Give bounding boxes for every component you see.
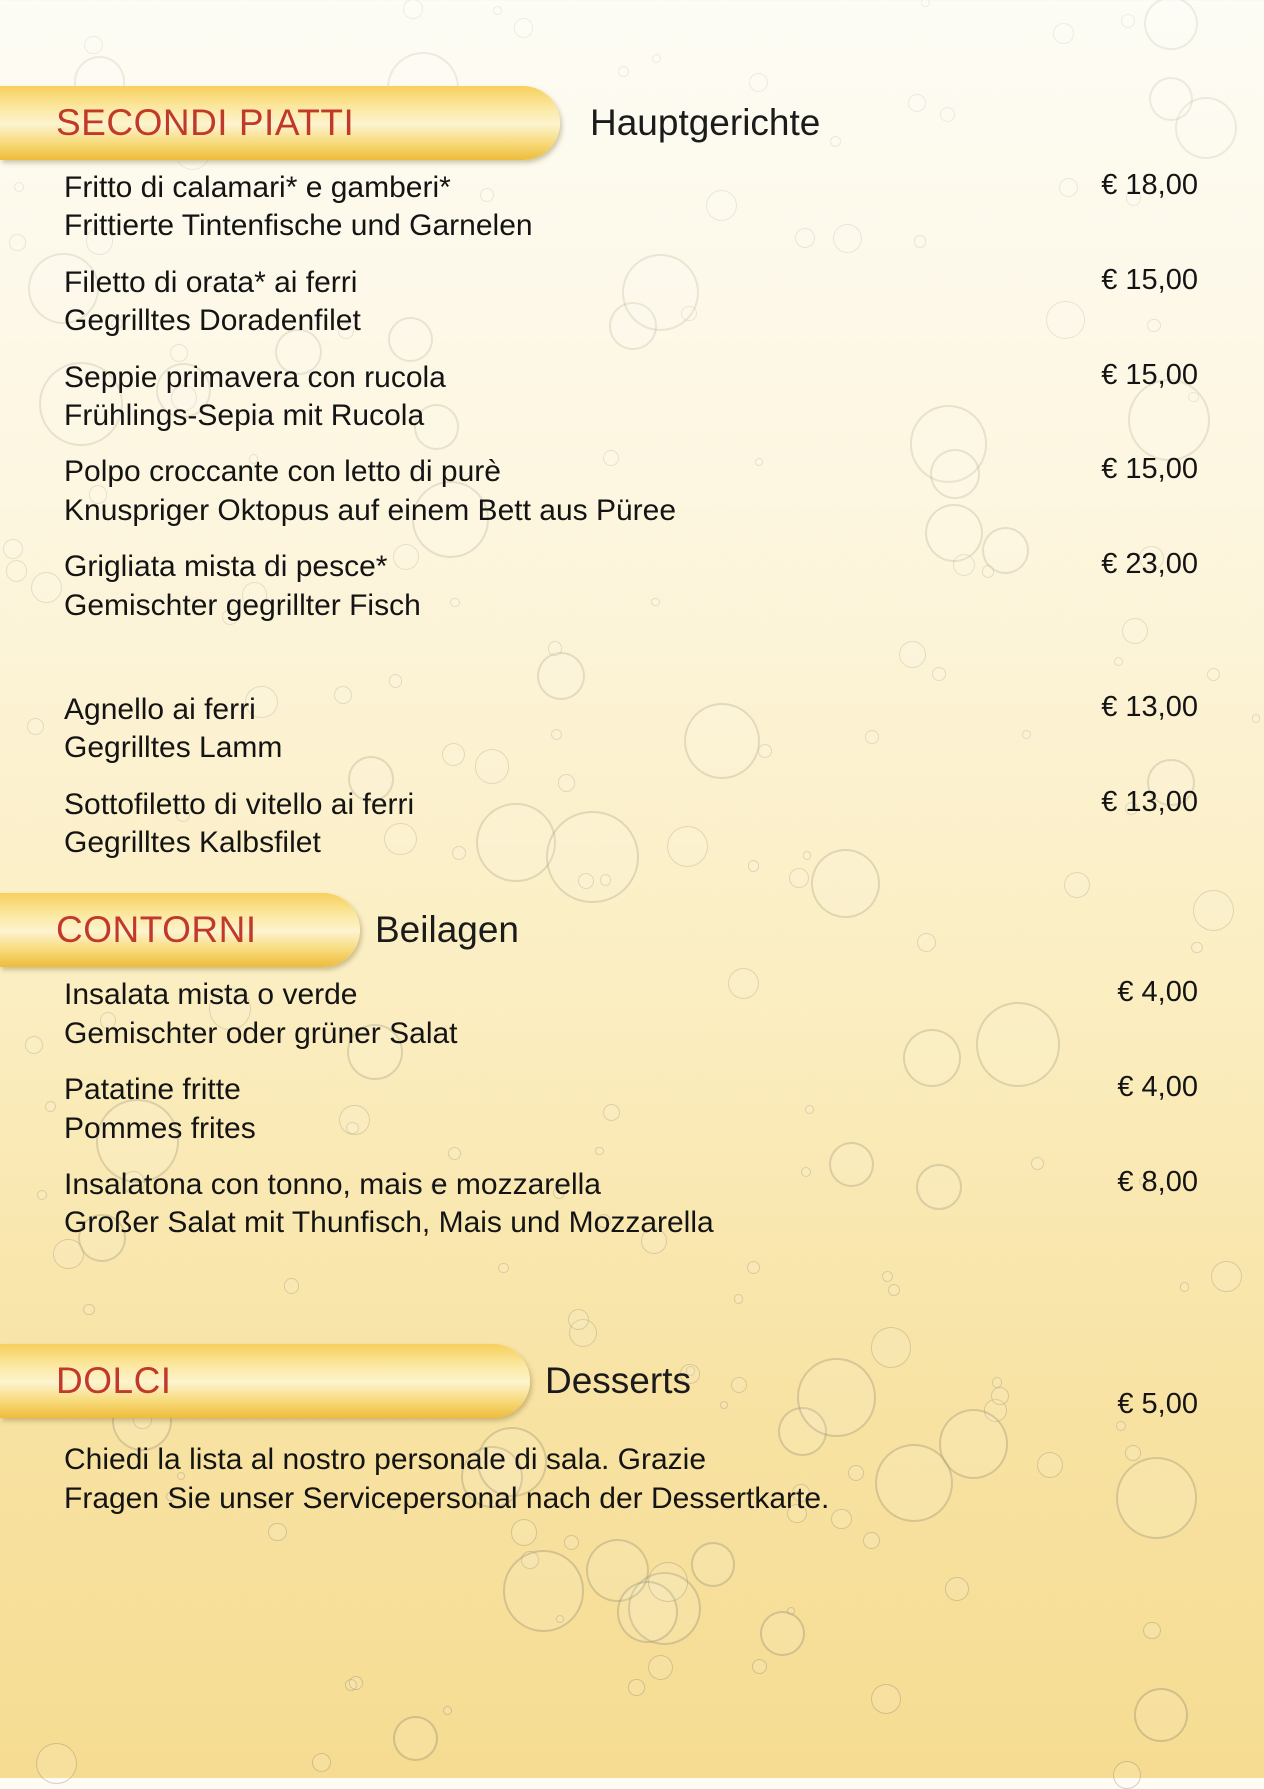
dish-names — [64, 548, 1224, 625]
dish-row — [64, 1062, 1224, 1157]
dish-row — [64, 255, 1224, 350]
section-header-secondi — [0, 86, 1264, 160]
dish-row — [64, 350, 1224, 445]
dolci-note — [64, 1440, 1224, 1518]
section-banner-secondi — [0, 86, 560, 160]
dish-names — [64, 264, 1224, 341]
dish-row — [64, 1157, 1224, 1252]
dish-price: € 4,00 — [1117, 1071, 1198, 1104]
dish-row — [64, 682, 1224, 777]
section-title-de-dolci: Desserts — [545, 1359, 691, 1401]
dish-price: € 15,00 — [1101, 453, 1198, 486]
dish-name-de: Gegrilltes Kalbsfilet — [64, 826, 321, 860]
section-title-de-contorni: Beilagen — [375, 909, 520, 951]
section-title-it-contorni: CONTORNI — [56, 909, 257, 951]
dish-names — [64, 359, 1224, 436]
dish-row — [64, 539, 1224, 634]
dish-name-de: Pommes frites — [64, 1111, 256, 1145]
dish-price: € 13,00 — [1101, 690, 1198, 723]
dish-name-it: Insalatona con tonno, mais e mozzarella — [64, 1168, 601, 1202]
dish-price: € 18,00 — [1101, 169, 1198, 201]
dish-name-de: Gegrilltes Lamm — [64, 731, 283, 765]
dish-price: € 15,00 — [1101, 358, 1198, 391]
dish-names — [64, 976, 1224, 1053]
dish-names — [64, 169, 1224, 246]
dish-price: € 8,00 — [1117, 1166, 1198, 1199]
section-title-it-secondi: SECONDI PIATTI — [56, 102, 355, 143]
dish-name-it: Grigliata mista di pesce* — [64, 550, 388, 584]
dish-name-it: Patatine fritte — [64, 1073, 241, 1107]
section-banner-dolci — [0, 1344, 530, 1418]
section-header-contorni — [0, 893, 1264, 967]
dish-list-contorni — [0, 967, 1264, 1251]
dish-row — [64, 160, 1224, 255]
dish-name-it: Insalata mista o verde — [64, 978, 358, 1012]
section-header-dolci — [0, 1344, 1264, 1418]
section-title-it-dolci: DOLCI — [56, 1359, 172, 1401]
dolci-note-it: Chiedi la lista al nostro personale di sala. Grazie — [64, 1442, 706, 1476]
dish-name-it: Polpo croccante con letto di purè — [64, 455, 501, 489]
dish-list-secondi — [0, 160, 1264, 871]
dish-price: € 4,00 — [1117, 976, 1198, 1009]
dish-names — [64, 1166, 1224, 1243]
dish-name-it: Filetto di orata* ai ferri — [64, 265, 358, 299]
dish-names — [64, 1071, 1224, 1148]
dish-name-it: Sottofiletto di vitello ai ferri — [64, 787, 415, 821]
section-banner-contorni — [0, 893, 360, 967]
dish-name-de: Gemischter oder grüner Salat — [64, 1016, 458, 1050]
section-title-de-secondi: Hauptgerichte — [590, 102, 821, 143]
dish-name-de: Knuspriger Oktopus auf einem Bett aus Püree — [64, 493, 677, 527]
dish-price: € 15,00 — [1101, 263, 1198, 296]
dish-name-de: Frühlings-Sepia mit Rucola — [64, 398, 425, 432]
dolci-price: € 5,00 — [1117, 1387, 1198, 1420]
dish-name-de: Gemischter gegrillter Fisch — [64, 588, 421, 622]
dish-name-de: Gegrilltes Doradenfilet — [64, 304, 361, 338]
dish-names — [64, 691, 1224, 768]
dish-row — [64, 967, 1224, 1062]
dish-name-it: Fritto di calamari* e gamberi* — [64, 171, 451, 204]
dish-row — [64, 777, 1224, 872]
dish-name-de: Großer Salat mit Thunfisch, Mais und Mozzarella — [64, 1206, 714, 1240]
dish-name-it: Agnello ai ferri — [64, 692, 256, 726]
list-gap — [0, 634, 1264, 682]
dish-names — [64, 453, 1224, 530]
dish-name-it: Seppie primavera con rucola — [64, 360, 446, 394]
dish-row — [64, 444, 1224, 539]
dish-price: € 13,00 — [1101, 785, 1198, 818]
dish-price: € 23,00 — [1101, 548, 1198, 581]
dolci-note-de: Fragen Sie unser Servicepersonal nach der Dessertkarte. — [64, 1481, 830, 1515]
dish-names — [64, 786, 1224, 863]
dish-name-de: Frittierte Tintenfische und Garnelen — [64, 209, 533, 243]
